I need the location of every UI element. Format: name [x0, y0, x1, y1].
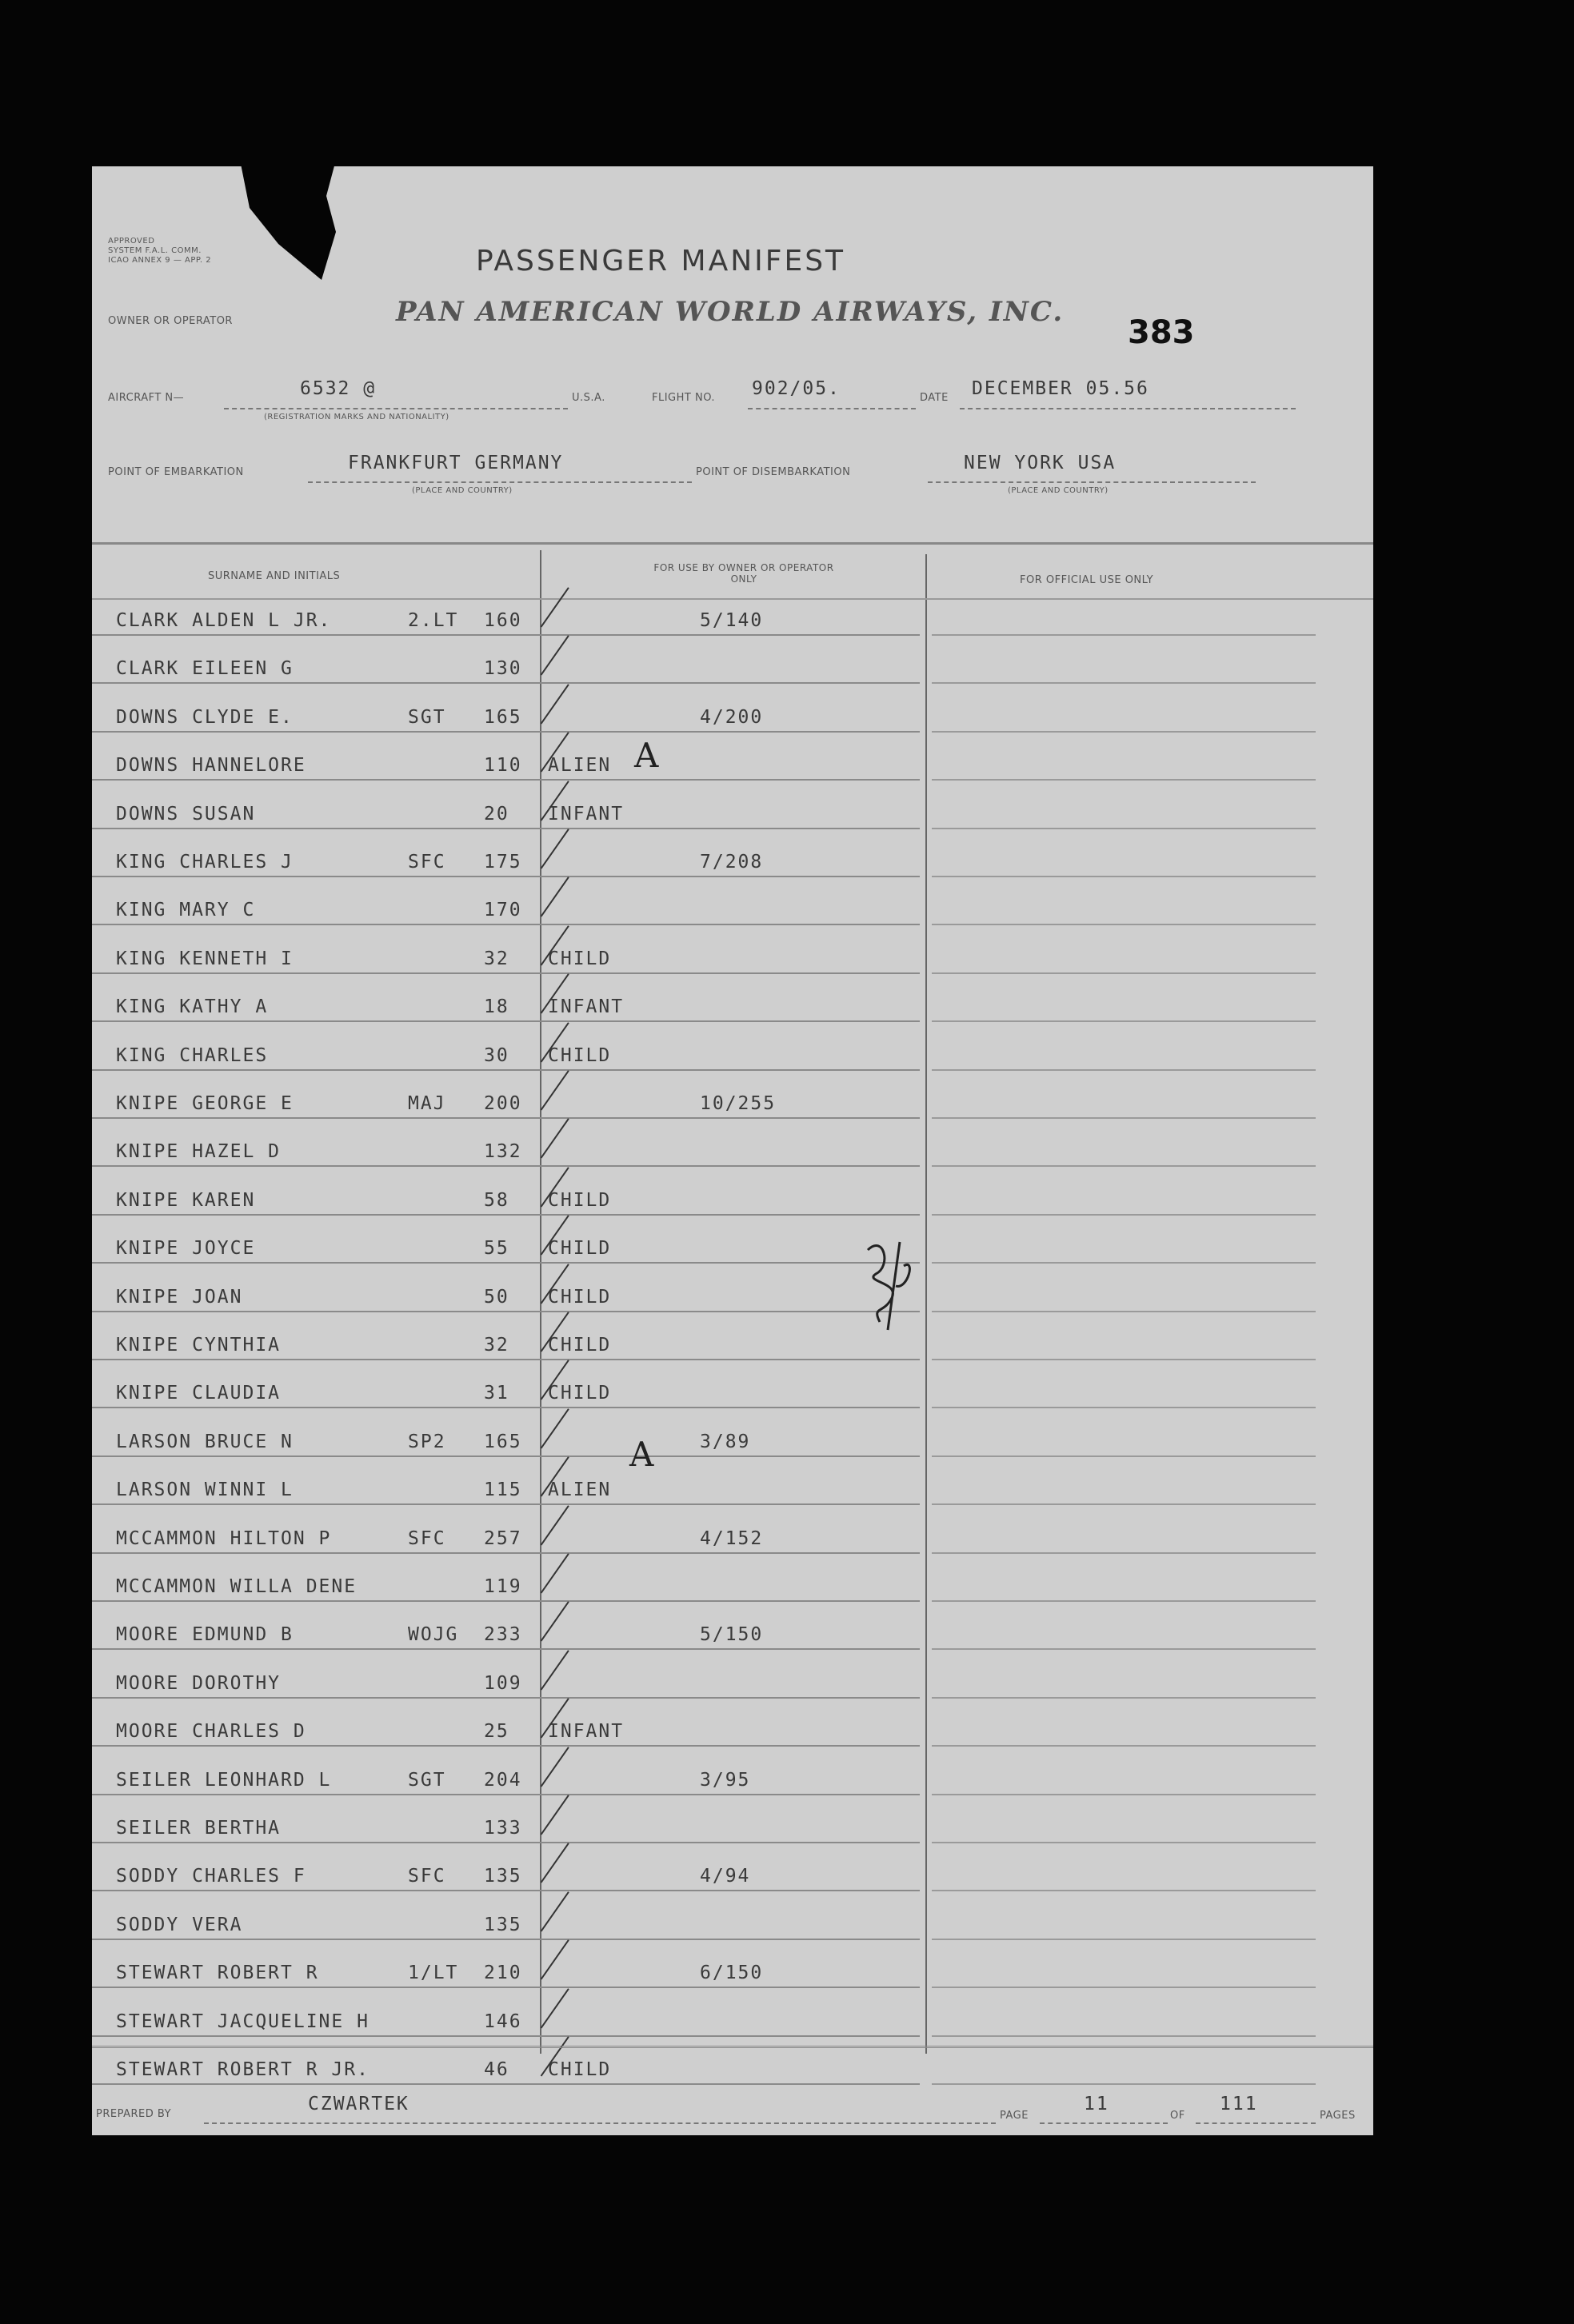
passenger-weight: 135	[484, 1915, 522, 1935]
passenger-weight: 109	[484, 1673, 522, 1694]
check-tick	[541, 1553, 589, 1607]
passenger-weight: 146	[484, 2011, 522, 2032]
check-tick	[541, 1505, 589, 1559]
passenger-note: INFANT	[548, 804, 625, 825]
check-tick	[541, 635, 589, 689]
passenger-rank: SP2	[408, 1432, 446, 1452]
passenger-weight: 20	[484, 804, 509, 825]
passenger-rank: SFC	[408, 852, 446, 872]
passenger-code: 6/150	[700, 1963, 764, 1983]
of-value: 111	[1220, 2094, 1258, 2114]
passenger-note: INFANT	[548, 1721, 625, 1742]
prepared-value: CZWARTEK	[308, 2094, 409, 2114]
pages-label: PAGES	[1320, 2110, 1356, 2122]
passenger-weight: 257	[484, 1528, 522, 1549]
manifest-sheet	[92, 166, 1373, 2135]
passenger-name: LARSON WINNI L	[116, 1479, 294, 1500]
passenger-weight: 135	[484, 1866, 522, 1887]
page-title: PASSENGER MANIFEST	[476, 245, 846, 278]
passenger-name: MOORE EDMUND B	[116, 1624, 294, 1645]
passenger-weight: 25	[484, 1721, 509, 1742]
passenger-name: MCCAMMON WILLA DENE	[116, 1576, 358, 1597]
check-tick	[541, 1601, 589, 1655]
passenger-code: 3/95	[700, 1770, 751, 1791]
passenger-name: LARSON BRUCE N	[116, 1432, 294, 1452]
passenger-weight: 204	[484, 1770, 522, 1791]
passenger-name: STEWART ROBERT R JR.	[116, 2059, 370, 2080]
embark-label: POINT OF EMBARKATION	[108, 466, 244, 478]
passenger-code: 4/152	[700, 1528, 764, 1549]
passenger-note: CHILD	[548, 1190, 612, 1211]
passenger-name: KNIPE HAZEL D	[116, 1141, 282, 1162]
alien-mark-2: A	[629, 1435, 654, 1474]
passenger-code: 4/200	[700, 707, 764, 728]
passenger-weight: 50	[484, 1287, 509, 1308]
passenger-weight: 119	[484, 1576, 522, 1597]
check-tick	[541, 587, 589, 641]
passenger-weight: 30	[484, 1045, 509, 1066]
passenger-name: DOWNS CLYDE E.	[116, 707, 294, 728]
passenger-code: 7/208	[700, 852, 764, 872]
passenger-name: KING KENNETH I	[116, 948, 294, 969]
passenger-name: CLARK ALDEN L JR.	[116, 610, 332, 631]
passenger-name: KNIPE GEORGE E	[116, 1093, 294, 1114]
date-value: DECEMBER 05.56	[972, 378, 1149, 399]
passenger-rank: SFC	[408, 1528, 446, 1549]
passenger-weight: 210	[484, 1963, 522, 1983]
check-tick	[541, 1747, 589, 1801]
registration-note: (REGISTRATION MARKS AND NATIONALITY)	[264, 413, 449, 421]
aircraft-value: 6532 @	[300, 378, 377, 399]
approval-note: APPROVED SYSTEM F.A.L. COMM. ICAO ANNEX 9 — APP. 2	[108, 237, 212, 265]
check-tick	[541, 1650, 589, 1704]
passenger-weight: 170	[484, 900, 522, 920]
passenger-name: STEWART ROBERT R	[116, 1963, 319, 1983]
passenger-note: CHILD	[548, 1383, 612, 1404]
passenger-weight: 165	[484, 1432, 522, 1452]
passenger-note: CHILD	[548, 1335, 612, 1356]
flight-label: FLIGHT NO.	[652, 392, 716, 404]
column-owner-use: FOR USE BY OWNER OR OPERATOR ONLY	[653, 562, 834, 585]
passenger-weight: 31	[484, 1383, 509, 1404]
passenger-weight: 133	[484, 1818, 522, 1839]
passenger-note: CHILD	[548, 2059, 612, 2080]
embark-note: (PLACE AND COUNTRY)	[412, 486, 513, 495]
prepared-label: PREPARED BY	[96, 2108, 172, 2120]
passenger-name: KNIPE CLAUDIA	[116, 1383, 282, 1404]
embark-value: FRANKFURT GERMANY	[348, 453, 564, 473]
check-tick	[541, 829, 589, 883]
passenger-rank: MAJ	[408, 1093, 446, 1114]
page-value: 11	[1084, 2094, 1109, 2114]
passenger-weight: 175	[484, 852, 522, 872]
passenger-code: 4/94	[700, 1866, 751, 1887]
date-label: DATE	[920, 392, 949, 404]
passenger-name: MOORE DOROTHY	[116, 1673, 282, 1694]
passenger-weight: 58	[484, 1190, 509, 1211]
passenger-weight: 32	[484, 1335, 509, 1356]
passenger-weight: 115	[484, 1479, 522, 1500]
passenger-weight: 165	[484, 707, 522, 728]
flight-value: 902/05.	[752, 378, 841, 399]
check-tick	[541, 1843, 589, 1897]
passenger-name: SEILER LEONHARD L	[116, 1770, 332, 1791]
page-stamp: 383	[1128, 314, 1195, 351]
passenger-name: KNIPE JOAN	[116, 1287, 243, 1308]
passenger-weight: 130	[484, 658, 522, 679]
check-tick	[541, 684, 589, 738]
passenger-name: KNIPE JOYCE	[116, 1238, 256, 1259]
passenger-name: SODDY VERA	[116, 1915, 243, 1935]
passenger-rank: 1/LT	[408, 1963, 459, 1983]
disembark-note: (PLACE AND COUNTRY)	[1008, 486, 1109, 495]
passenger-name: MOORE CHARLES D	[116, 1721, 306, 1742]
passenger-weight: 18	[484, 996, 509, 1017]
passenger-note: CHILD	[548, 1045, 612, 1066]
passenger-weight: 160	[484, 610, 522, 631]
passenger-note: CHILD	[548, 1238, 612, 1259]
passenger-weight: 55	[484, 1238, 509, 1259]
of-label: OF	[1170, 2110, 1185, 2122]
initials-scribble	[860, 1234, 924, 1338]
disembark-label: POINT OF DISEMBARKATION	[696, 466, 851, 478]
page-label: PAGE	[1000, 2110, 1029, 2122]
check-tick	[541, 1988, 589, 2042]
check-tick	[541, 1795, 589, 1849]
passenger-code: 10/255	[700, 1093, 777, 1114]
passenger-rank: SGT	[408, 707, 446, 728]
passenger-name: KING CHARLES J	[116, 852, 294, 872]
passenger-name: DOWNS HANNELORE	[116, 755, 306, 776]
passenger-code: 5/140	[700, 610, 764, 631]
aircraft-label: AIRCRAFT N—	[108, 392, 185, 404]
passenger-weight: 110	[484, 755, 522, 776]
check-tick	[541, 1408, 589, 1463]
passenger-rank: 2.LT	[408, 610, 459, 631]
passenger-name: SEILER BERTHA	[116, 1818, 282, 1839]
passenger-name: STEWART JACQUELINE H	[116, 2011, 370, 2032]
passenger-name: KNIPE CYNTHIA	[116, 1335, 282, 1356]
alien-mark-1: A	[634, 736, 659, 775]
check-tick	[541, 1891, 589, 1946]
passenger-note: ALIEN	[548, 1479, 612, 1500]
check-tick	[541, 876, 589, 931]
passenger-code: 3/89	[700, 1432, 751, 1452]
owner-label: OWNER OR OPERATOR	[108, 315, 233, 327]
passenger-weight: 233	[484, 1624, 522, 1645]
passenger-name: CLARK EILEEN G	[116, 658, 294, 679]
column-official-use: FOR OFFICIAL USE ONLY	[1020, 574, 1154, 586]
passenger-name: DOWNS SUSAN	[116, 804, 256, 825]
passenger-note: CHILD	[548, 948, 612, 969]
nationality: U.S.A.	[572, 392, 605, 404]
passenger-note: ALIEN	[548, 755, 612, 776]
column-surname: SURNAME AND INITIALS	[208, 570, 341, 582]
passenger-weight: 132	[484, 1141, 522, 1162]
check-tick	[541, 1118, 589, 1172]
passenger-name: KING KATHY A	[116, 996, 269, 1017]
passenger-weight: 200	[484, 1093, 522, 1114]
passenger-note: INFANT	[548, 996, 625, 1017]
passenger-weight: 32	[484, 948, 509, 969]
passenger-code: 5/150	[700, 1624, 764, 1645]
check-tick	[541, 1070, 589, 1124]
passenger-name: MCCAMMON HILTON P	[116, 1528, 332, 1549]
check-tick	[541, 1939, 589, 1994]
passenger-name: KING MARY C	[116, 900, 256, 920]
passenger-rank: SFC	[408, 1866, 446, 1887]
passenger-note: CHILD	[548, 1287, 612, 1308]
passenger-rank: WOJG	[408, 1624, 459, 1645]
airline-name: PAN AMERICAN WORLD AIRWAYS, INC.	[396, 296, 1065, 328]
passenger-name: KING CHARLES	[116, 1045, 269, 1066]
disembark-value: NEW YORK USA	[964, 453, 1117, 473]
passenger-weight: 46	[484, 2059, 509, 2080]
passenger-name: SODDY CHARLES F	[116, 1866, 306, 1887]
passenger-rank: SGT	[408, 1770, 446, 1791]
passenger-name: KNIPE KAREN	[116, 1190, 256, 1211]
